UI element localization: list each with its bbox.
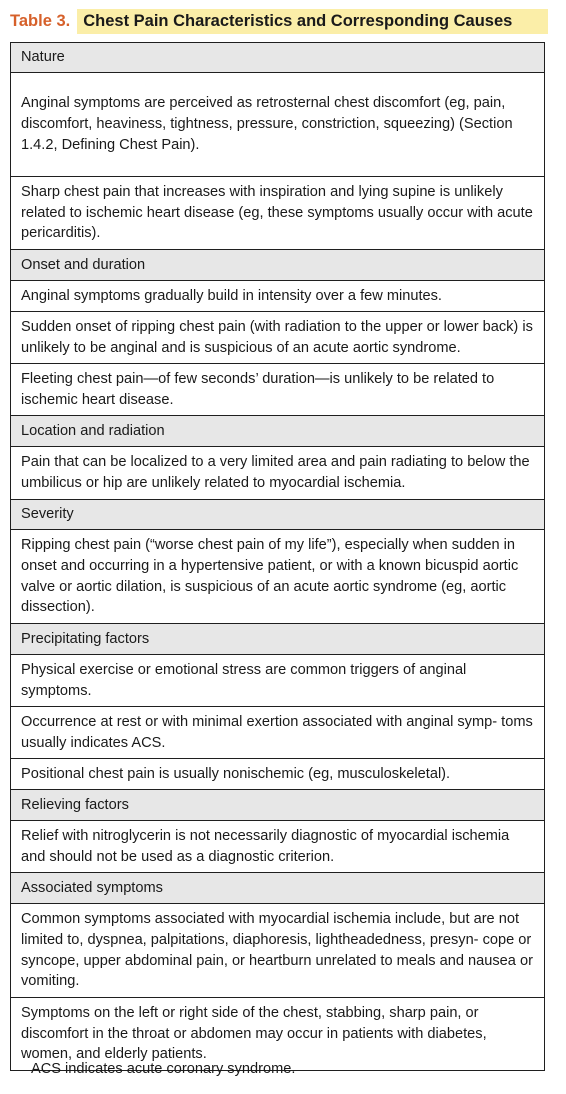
table-row [11, 447, 545, 500]
section-header-row [11, 790, 545, 821]
section-header-row [11, 873, 545, 904]
section-header-row [11, 250, 545, 281]
row-text: Anginal symptoms gradually build in intensity over a few minutes. [11, 281, 545, 312]
row-text: Sudden onset of ripping chest pain (with radiation to the upper or lower back) is unlikely to be anginal and is suspicious of an acute aortic syndrome. [11, 312, 545, 364]
table-footnote: ACS indicates acute coronary syndrome. [31, 1061, 296, 1077]
row-text: Ripping chest pain (“worse chest pain of my life”), especially when sudden in onset and occurring in a hypertensive patient, or with a known bicuspid aortic valve or aortic dilation, is suspicious of an acute aortic syndrome (eg, aortic dissection). [11, 530, 545, 624]
section-header-row [11, 43, 545, 73]
section-header-row [11, 416, 545, 447]
section-header-associated: Associated symptoms [11, 873, 545, 904]
row-text: Occurrence at rest or with minimal exertion associated with anginal symp- toms usually indicates ACS. [11, 707, 545, 759]
table-row [11, 312, 545, 364]
table-row [11, 364, 545, 416]
table-row [11, 904, 545, 998]
table-row [11, 655, 545, 707]
table-row [11, 707, 545, 759]
section-header-row [11, 500, 545, 530]
section-header-location: Location and radiation [11, 416, 545, 447]
row-text: Relief with nitroglycerin is not necessarily diagnostic of myocardial ischemia and should not be used as a diagnostic criterion. [11, 821, 545, 873]
table-number: Table 3. [10, 11, 71, 30]
row-text: Pain that can be localized to a very limited area and pain radiating to below the umbilicus or hip are unlikely related to myocardial ischemia. [11, 447, 545, 500]
section-header-relieving: Relieving factors [11, 790, 545, 821]
chest-pain-table [10, 42, 545, 1071]
row-text: Fleeting chest pain—of few seconds’ duration—is unlikely to be related to ischemic heart disease. [11, 364, 545, 416]
table-row [11, 530, 545, 624]
section-header-row [11, 624, 545, 655]
table-title [8, 8, 548, 34]
table-row [11, 759, 545, 790]
row-text: Symptoms on the left or right side of the chest, stabbing, sharp pain, or discomfort in the throat or abdomen may occur in patients with diabetes, women, and elderly patients. [11, 998, 545, 1071]
section-header-severity: Severity [11, 500, 545, 530]
table-caption: Chest Pain Characteristics and Corresponding Causes [77, 9, 548, 34]
section-header-nature: Nature [11, 43, 545, 73]
table-row [11, 281, 545, 312]
row-text: Positional chest pain is usually nonischemic (eg, musculoskeletal). [11, 759, 545, 790]
table-row [11, 821, 545, 873]
table-row [11, 73, 545, 177]
row-text: Sharp chest pain that increases with inspiration and lying supine is unlikely related to ischemic heart disease (eg, these symptoms usually occur with acute pericarditis). [11, 177, 545, 250]
section-header-onset: Onset and duration [11, 250, 545, 281]
row-text: Anginal symptoms are perceived as retrosternal chest discomfort (eg, pain, discomfort, heaviness, tightness, pressure, constriction, squeezing) (Section 1.4.2, Defining Chest Pain). [11, 73, 545, 177]
section-header-precipitating: Precipitating factors [11, 624, 545, 655]
row-text: Common symptoms associated with myocardial ischemia include, but are not limited to, dyspnea, palpitations, diaphoresis, lightheadedness, presyn- cope or syncope, upper abdominal pain, or heartburn unrelated to meals and nausea or vomiting. [11, 904, 545, 998]
row-text: Physical exercise or emotional stress are common triggers of anginal symptoms. [11, 655, 545, 707]
table-row [11, 177, 545, 250]
